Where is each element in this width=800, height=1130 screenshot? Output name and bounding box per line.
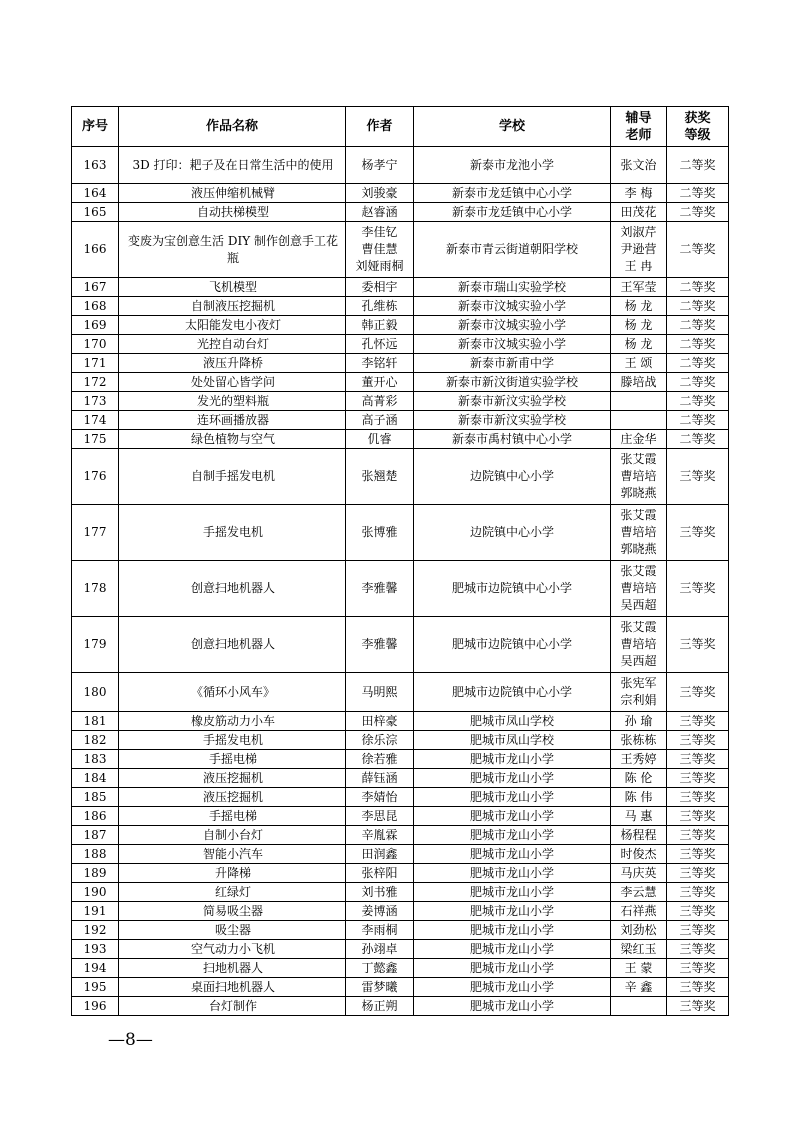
cell-school: 新泰市汶城实验小学 bbox=[414, 335, 611, 354]
table-row bbox=[72, 750, 729, 769]
cell-teacher: 刘淑芹 尹逊营 王 冉 bbox=[611, 222, 667, 278]
cell-no: 183 bbox=[72, 750, 119, 769]
cell-school: 肥城市凤山学校 bbox=[414, 712, 611, 731]
cell-award: 三等奖 bbox=[667, 940, 729, 959]
cell-award: 二等奖 bbox=[667, 316, 729, 335]
table-row bbox=[72, 940, 729, 959]
cell-school: 肥城市龙山小学 bbox=[414, 807, 611, 826]
cell-teacher: 张栋栋 bbox=[611, 731, 667, 750]
cell-teacher: 张文治 bbox=[611, 147, 667, 184]
cell-teacher: 王秀婷 bbox=[611, 750, 667, 769]
cell-teacher: 张宪军 宗利娟 bbox=[611, 673, 667, 712]
cell-author: 高子涵 bbox=[346, 411, 414, 430]
cell-award: 三等奖 bbox=[667, 769, 729, 788]
cell-school: 肥城市龙山小学 bbox=[414, 959, 611, 978]
cell-school: 新泰市龙廷镇中心小学 bbox=[414, 203, 611, 222]
cell-no: 184 bbox=[72, 769, 119, 788]
cell-school: 肥城市边院镇中心小学 bbox=[414, 617, 611, 673]
cell-teacher: 刘劲松 bbox=[611, 921, 667, 940]
header-author: 作者 bbox=[346, 107, 414, 147]
cell-teacher: 杨 龙 bbox=[611, 297, 667, 316]
cell-school: 肥城市龙山小学 bbox=[414, 978, 611, 997]
cell-author: 杨孝宁 bbox=[346, 147, 414, 184]
cell-title: 液压挖掘机 bbox=[119, 788, 346, 807]
cell-no: 186 bbox=[72, 807, 119, 826]
cell-title: 绿色植物与空气 bbox=[119, 430, 346, 449]
cell-school: 新泰市新汶实验学校 bbox=[414, 392, 611, 411]
cell-teacher: 李 梅 bbox=[611, 184, 667, 203]
cell-author: 赵睿涵 bbox=[346, 203, 414, 222]
cell-school: 肥城市龙山小学 bbox=[414, 826, 611, 845]
cell-title: 液压伸缩机械臂 bbox=[119, 184, 346, 203]
cell-award: 三等奖 bbox=[667, 997, 729, 1016]
cell-school: 肥城市边院镇中心小学 bbox=[414, 561, 611, 617]
cell-award: 二等奖 bbox=[667, 203, 729, 222]
cell-title: 处处留心皆学问 bbox=[119, 373, 346, 392]
table-row bbox=[72, 997, 729, 1016]
cell-author: 徐乐淙 bbox=[346, 731, 414, 750]
cell-author: 孙翊卓 bbox=[346, 940, 414, 959]
cell-no: 169 bbox=[72, 316, 119, 335]
cell-school: 新泰市龙廷镇中心小学 bbox=[414, 184, 611, 203]
cell-author: 姜博涵 bbox=[346, 902, 414, 921]
cell-author: 李铭轩 bbox=[346, 354, 414, 373]
cell-school: 边院镇中心小学 bbox=[414, 449, 611, 505]
cell-award: 二等奖 bbox=[667, 354, 729, 373]
cell-no: 177 bbox=[72, 505, 119, 561]
cell-title: 飞机模型 bbox=[119, 278, 346, 297]
cell-teacher: 杨 龙 bbox=[611, 335, 667, 354]
cell-teacher: 张艾霞 曹培培 郭晓燕 bbox=[611, 449, 667, 505]
cell-author: 韩正毅 bbox=[346, 316, 414, 335]
cell-teacher: 马庆英 bbox=[611, 864, 667, 883]
cell-award: 三等奖 bbox=[667, 449, 729, 505]
table-row bbox=[72, 449, 729, 505]
cell-no: 170 bbox=[72, 335, 119, 354]
cell-award: 三等奖 bbox=[667, 712, 729, 731]
cell-award: 三等奖 bbox=[667, 902, 729, 921]
table-row bbox=[72, 731, 729, 750]
cell-title: 红绿灯 bbox=[119, 883, 346, 902]
cell-author: 辛胤霖 bbox=[346, 826, 414, 845]
table-row bbox=[72, 392, 729, 411]
cell-author: 刘骏豪 bbox=[346, 184, 414, 203]
cell-title: 液压升降桥 bbox=[119, 354, 346, 373]
table-row bbox=[72, 147, 729, 184]
cell-award: 二等奖 bbox=[667, 335, 729, 354]
table-row bbox=[72, 354, 729, 373]
table-row bbox=[72, 222, 729, 278]
cell-award: 三等奖 bbox=[667, 978, 729, 997]
cell-school: 肥城市龙山小学 bbox=[414, 769, 611, 788]
table-row bbox=[72, 203, 729, 222]
cell-teacher: 王 颂 bbox=[611, 354, 667, 373]
table-row bbox=[72, 921, 729, 940]
cell-title: 简易吸尘器 bbox=[119, 902, 346, 921]
cell-title: 3D 打印：耙子及在日常生活中的使用 bbox=[119, 147, 346, 184]
cell-award: 三等奖 bbox=[667, 750, 729, 769]
cell-award: 三等奖 bbox=[667, 921, 729, 940]
cell-award: 三等奖 bbox=[667, 505, 729, 561]
cell-author: 田梓豪 bbox=[346, 712, 414, 731]
cell-award: 二等奖 bbox=[667, 222, 729, 278]
cell-title: 创意扫地机器人 bbox=[119, 617, 346, 673]
cell-author: 李佳钇 曹佳慧 刘娅雨桐 bbox=[346, 222, 414, 278]
cell-title: 吸尘器 bbox=[119, 921, 346, 940]
cell-no: 189 bbox=[72, 864, 119, 883]
cell-no: 185 bbox=[72, 788, 119, 807]
cell-no: 165 bbox=[72, 203, 119, 222]
cell-teacher: 王 蒙 bbox=[611, 959, 667, 978]
cell-school: 新泰市汶城实验小学 bbox=[414, 316, 611, 335]
cell-teacher: 梁红玉 bbox=[611, 940, 667, 959]
cell-title: 自制小台灯 bbox=[119, 826, 346, 845]
cell-teacher: 马 惠 bbox=[611, 807, 667, 826]
cell-school: 肥城市龙山小学 bbox=[414, 997, 611, 1016]
table-row bbox=[72, 411, 729, 430]
cell-no: 180 bbox=[72, 673, 119, 712]
cell-teacher bbox=[611, 997, 667, 1016]
cell-author: 丁懿鑫 bbox=[346, 959, 414, 978]
cell-no: 195 bbox=[72, 978, 119, 997]
cell-award: 三等奖 bbox=[667, 826, 729, 845]
header-no: 序号 bbox=[72, 107, 119, 147]
cell-no: 191 bbox=[72, 902, 119, 921]
table-row bbox=[72, 184, 729, 203]
cell-no: 192 bbox=[72, 921, 119, 940]
cell-author: 孔怀远 bbox=[346, 335, 414, 354]
cell-school: 肥城市龙山小学 bbox=[414, 940, 611, 959]
cell-teacher: 田茂花 bbox=[611, 203, 667, 222]
cell-title: 扫地机器人 bbox=[119, 959, 346, 978]
cell-no: 196 bbox=[72, 997, 119, 1016]
cell-award: 三等奖 bbox=[667, 673, 729, 712]
cell-author: 李思昆 bbox=[346, 807, 414, 826]
table-header-row bbox=[72, 107, 729, 147]
cell-school: 新泰市新汶实验学校 bbox=[414, 411, 611, 430]
cell-school: 肥城市凤山学校 bbox=[414, 731, 611, 750]
table-row bbox=[72, 617, 729, 673]
cell-no: 168 bbox=[72, 297, 119, 316]
cell-title: 自动扶梯模型 bbox=[119, 203, 346, 222]
table-row bbox=[72, 561, 729, 617]
table-row bbox=[72, 373, 729, 392]
cell-award: 二等奖 bbox=[667, 147, 729, 184]
table-row bbox=[72, 769, 729, 788]
cell-no: 174 bbox=[72, 411, 119, 430]
table-row bbox=[72, 278, 729, 297]
cell-author: 孔维栋 bbox=[346, 297, 414, 316]
table-row bbox=[72, 430, 729, 449]
cell-teacher bbox=[611, 411, 667, 430]
cell-title: 《循环小风车》 bbox=[119, 673, 346, 712]
cell-no: 176 bbox=[72, 449, 119, 505]
cell-title: 发光的塑料瓶 bbox=[119, 392, 346, 411]
cell-school: 新泰市新汶街道实验学校 bbox=[414, 373, 611, 392]
cell-school: 边院镇中心小学 bbox=[414, 505, 611, 561]
cell-author: 高菁彩 bbox=[346, 392, 414, 411]
cell-title: 连环画播放器 bbox=[119, 411, 346, 430]
cell-author: 张梓阳 bbox=[346, 864, 414, 883]
cell-no: 166 bbox=[72, 222, 119, 278]
cell-no: 172 bbox=[72, 373, 119, 392]
cell-award: 二等奖 bbox=[667, 297, 729, 316]
page-number: —8— bbox=[108, 1030, 153, 1050]
cell-author: 董开心 bbox=[346, 373, 414, 392]
cell-title: 手摇发电机 bbox=[119, 731, 346, 750]
cell-award: 二等奖 bbox=[667, 411, 729, 430]
cell-no: 178 bbox=[72, 561, 119, 617]
cell-title: 橡皮筋动力小车 bbox=[119, 712, 346, 731]
cell-teacher: 李云慧 bbox=[611, 883, 667, 902]
cell-title: 液压挖掘机 bbox=[119, 769, 346, 788]
header-teacher: 辅导 老师 bbox=[611, 107, 667, 147]
cell-author: 刘书雅 bbox=[346, 883, 414, 902]
cell-teacher: 杨程程 bbox=[611, 826, 667, 845]
cell-title: 空气动力小飞机 bbox=[119, 940, 346, 959]
cell-school: 新泰市新甫中学 bbox=[414, 354, 611, 373]
table-row bbox=[72, 316, 729, 335]
cell-school: 肥城市龙山小学 bbox=[414, 883, 611, 902]
cell-author: 薛钰涵 bbox=[346, 769, 414, 788]
cell-author: 雷梦曦 bbox=[346, 978, 414, 997]
cell-author: 杨正朔 bbox=[346, 997, 414, 1016]
header-award: 获奖 等级 bbox=[667, 107, 729, 147]
header-school: 学校 bbox=[414, 107, 611, 147]
cell-school: 肥城市龙山小学 bbox=[414, 845, 611, 864]
cell-title: 变废为宝创意生活 DIY 制作创意手工花瓶 bbox=[119, 222, 346, 278]
cell-school: 新泰市汶城实验小学 bbox=[414, 297, 611, 316]
table-row bbox=[72, 505, 729, 561]
cell-no: 167 bbox=[72, 278, 119, 297]
cell-award: 三等奖 bbox=[667, 788, 729, 807]
table-row bbox=[72, 959, 729, 978]
cell-no: 187 bbox=[72, 826, 119, 845]
table-row bbox=[72, 826, 729, 845]
cell-award: 三等奖 bbox=[667, 864, 729, 883]
cell-no: 164 bbox=[72, 184, 119, 203]
cell-title: 智能小汽车 bbox=[119, 845, 346, 864]
cell-school: 新泰市禹村镇中心小学 bbox=[414, 430, 611, 449]
cell-author: 张翘楚 bbox=[346, 449, 414, 505]
cell-school: 新泰市瑞山实验学校 bbox=[414, 278, 611, 297]
cell-title: 桌面扫地机器人 bbox=[119, 978, 346, 997]
cell-author: 马明熙 bbox=[346, 673, 414, 712]
cell-author: 李雅馨 bbox=[346, 561, 414, 617]
cell-author: 张博雅 bbox=[346, 505, 414, 561]
cell-teacher: 时俊杰 bbox=[611, 845, 667, 864]
cell-award: 三等奖 bbox=[667, 731, 729, 750]
cell-school: 新泰市青云街道朝阳学校 bbox=[414, 222, 611, 278]
cell-award: 三等奖 bbox=[667, 959, 729, 978]
cell-teacher: 陈 伟 bbox=[611, 788, 667, 807]
cell-title: 光控自动台灯 bbox=[119, 335, 346, 354]
cell-school: 新泰市龙池小学 bbox=[414, 147, 611, 184]
awards-table bbox=[71, 106, 729, 1016]
table-row bbox=[72, 673, 729, 712]
table-row bbox=[72, 788, 729, 807]
cell-teacher: 石祥燕 bbox=[611, 902, 667, 921]
cell-title: 台灯制作 bbox=[119, 997, 346, 1016]
cell-no: 188 bbox=[72, 845, 119, 864]
cell-award: 二等奖 bbox=[667, 392, 729, 411]
cell-title: 手摇发电机 bbox=[119, 505, 346, 561]
cell-author: 仉睿 bbox=[346, 430, 414, 449]
cell-teacher bbox=[611, 392, 667, 411]
cell-title: 自制手摇发电机 bbox=[119, 449, 346, 505]
cell-no: 182 bbox=[72, 731, 119, 750]
table-row bbox=[72, 297, 729, 316]
cell-award: 二等奖 bbox=[667, 184, 729, 203]
cell-award: 三等奖 bbox=[667, 561, 729, 617]
cell-author: 李雅馨 bbox=[346, 617, 414, 673]
table-row bbox=[72, 902, 729, 921]
table-row bbox=[72, 883, 729, 902]
cell-award: 三等奖 bbox=[667, 617, 729, 673]
cell-school: 肥城市龙山小学 bbox=[414, 864, 611, 883]
cell-title: 创意扫地机器人 bbox=[119, 561, 346, 617]
cell-title: 手摇电梯 bbox=[119, 807, 346, 826]
cell-author: 徐若雅 bbox=[346, 750, 414, 769]
cell-award: 二等奖 bbox=[667, 373, 729, 392]
cell-award: 三等奖 bbox=[667, 845, 729, 864]
table-row bbox=[72, 864, 729, 883]
cell-teacher: 王军莹 bbox=[611, 278, 667, 297]
header-title: 作品名称 bbox=[119, 107, 346, 147]
cell-school: 肥城市龙山小学 bbox=[414, 750, 611, 769]
cell-no: 181 bbox=[72, 712, 119, 731]
cell-title: 太阳能发电小夜灯 bbox=[119, 316, 346, 335]
cell-no: 179 bbox=[72, 617, 119, 673]
cell-teacher: 张艾霞 曹培培 吴西超 bbox=[611, 561, 667, 617]
cell-school: 肥城市边院镇中心小学 bbox=[414, 673, 611, 712]
cell-teacher: 庄金华 bbox=[611, 430, 667, 449]
cell-teacher: 孙 瑜 bbox=[611, 712, 667, 731]
cell-no: 194 bbox=[72, 959, 119, 978]
cell-author: 委相宇 bbox=[346, 278, 414, 297]
cell-teacher: 杨 龙 bbox=[611, 316, 667, 335]
cell-award: 三等奖 bbox=[667, 807, 729, 826]
cell-teacher: 陈 伦 bbox=[611, 769, 667, 788]
cell-school: 肥城市龙山小学 bbox=[414, 902, 611, 921]
cell-no: 175 bbox=[72, 430, 119, 449]
cell-teacher: 滕培战 bbox=[611, 373, 667, 392]
cell-no: 171 bbox=[72, 354, 119, 373]
cell-teacher: 张艾霞 曹培培 吴西超 bbox=[611, 617, 667, 673]
table-row bbox=[72, 845, 729, 864]
cell-award: 二等奖 bbox=[667, 278, 729, 297]
cell-title: 手摇电梯 bbox=[119, 750, 346, 769]
cell-school: 肥城市龙山小学 bbox=[414, 788, 611, 807]
table-row bbox=[72, 978, 729, 997]
cell-no: 193 bbox=[72, 940, 119, 959]
cell-school: 肥城市龙山小学 bbox=[414, 921, 611, 940]
cell-title: 自制液压挖掘机 bbox=[119, 297, 346, 316]
cell-author: 田润鑫 bbox=[346, 845, 414, 864]
cell-teacher: 张艾霞 曹培培 郭晓燕 bbox=[611, 505, 667, 561]
cell-no: 190 bbox=[72, 883, 119, 902]
cell-title: 升降梯 bbox=[119, 864, 346, 883]
cell-teacher: 辛 鑫 bbox=[611, 978, 667, 997]
cell-award: 二等奖 bbox=[667, 430, 729, 449]
cell-award: 三等奖 bbox=[667, 883, 729, 902]
table-row bbox=[72, 807, 729, 826]
table-row bbox=[72, 712, 729, 731]
cell-author: 李雨桐 bbox=[346, 921, 414, 940]
cell-author: 李婧怡 bbox=[346, 788, 414, 807]
cell-no: 163 bbox=[72, 147, 119, 184]
table-row bbox=[72, 335, 729, 354]
cell-no: 173 bbox=[72, 392, 119, 411]
